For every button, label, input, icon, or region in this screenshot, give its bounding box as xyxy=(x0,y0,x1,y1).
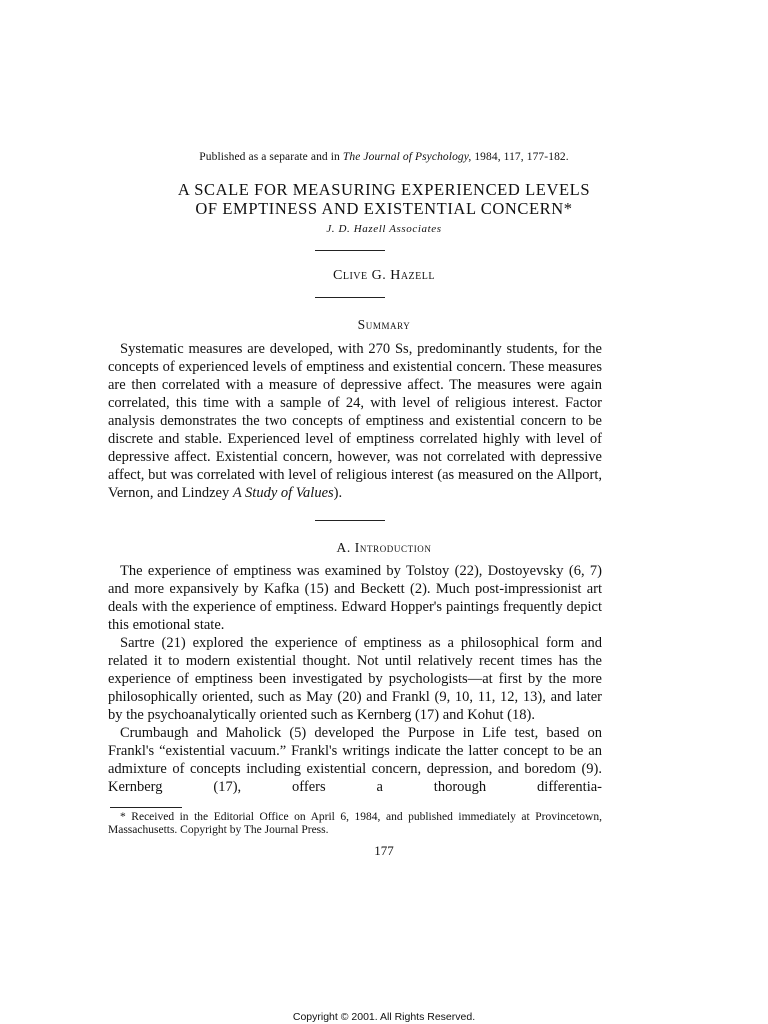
summary-italic-title: A Study of Values xyxy=(232,485,334,501)
footnote xyxy=(108,811,602,837)
summary-heading: Summary xyxy=(357,317,411,332)
introduction-body xyxy=(108,562,602,796)
page-number: 177 xyxy=(374,843,394,858)
article-title xyxy=(0,180,768,218)
intro-paragraph-3: Crumbaugh and Maholick (5) developed the Purpose in Life test, based on Frankl's “existential vacuum.” Frankl's writings indicate the latter concept to be an admixture of concepts including existential concern, depression, and boredom (9). Kernberg (17), offers a thorough differentia- xyxy=(108,725,602,795)
publication-suffix: 1984, 117, 177-182. xyxy=(474,151,569,163)
summary-paragraph xyxy=(108,340,602,502)
publication-prefix: Published as a separate and in xyxy=(199,151,340,163)
copyright-notice: Copyright © 2001. All Rights Reserved. xyxy=(292,1011,476,1023)
footnote-text: * Received in the Editorial Office on April 6, 1984, and published immediately at Provincetown, Massachusetts. Copyright by The Journal Press. xyxy=(108,811,602,836)
title-line-2: OF EMPTINESS AND EXISTENTIAL CONCERN* xyxy=(195,199,573,218)
divider-rule xyxy=(315,520,385,521)
publication-line xyxy=(0,151,768,163)
author-name: Clive G. Hazell xyxy=(333,268,435,283)
affiliation: J. D. Hazell Associates xyxy=(326,223,442,235)
journal-name: The Journal of Psychology, xyxy=(342,151,472,163)
summary-text-end: ). xyxy=(333,485,343,501)
introduction-heading: A. Introduction xyxy=(336,540,432,555)
summary-text: Systematic measures are developed, with 270 Ss, predominantly students, for the concepts of experienced levels of emptiness and existential concern. These measures are then correlated with a measure of depressive affect. The measures were again correlated, this time with a sample of 24, with level of religious interest. Factor analysis demonstrates the two concepts of emptiness and existential concern to be discrete and stable. Experienced level of emptiness correlated highly with level of depressive affect. Existential concern, however, was not correlated with depressive affect, but was correlated with level of religious interest (as measured on the Allport, Vernon, and Lindzey xyxy=(108,341,602,501)
title-line-1: A SCALE FOR MEASURING EXPERIENCED LEVELS xyxy=(177,180,591,199)
intro-paragraph-1: The experience of emptiness was examined by Tolstoy (22), Dostoyevsky (6, 7) and more expansively by Kafka (15) and Beckett (2). Much post-impressionist art deals with the experience of emptiness. Edward Hopper's paintings frequently depict this emotional state. xyxy=(108,563,602,633)
divider-rule xyxy=(315,250,385,251)
divider-rule xyxy=(315,297,385,298)
footnote-rule xyxy=(110,807,182,808)
intro-paragraph-2: Sartre (21) explored the experience of emptiness as a philosophical form and related it to modern existential thought. Not until relatively recent times has the experience of emptiness been investigated by psychologists—at first by the more philosophically oriented, such as May (20) and Frankl (9, 10, 11, 12, 13), and later by the psychoanalytically oriented such as Kernberg (17) and Kohut (18). xyxy=(108,635,602,723)
